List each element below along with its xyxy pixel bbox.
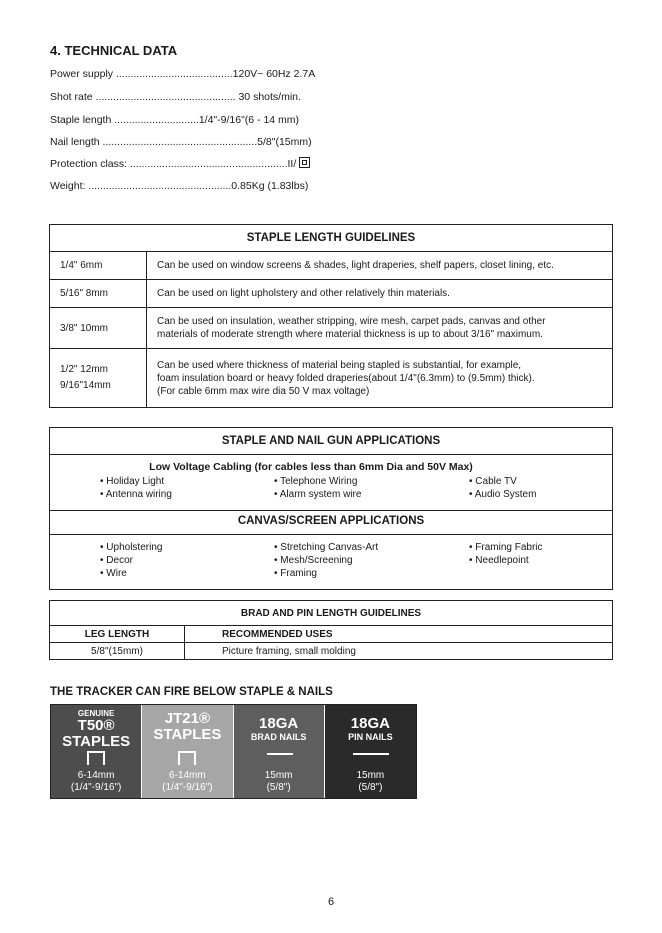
double-insulation-icon [299,157,310,168]
tracker-title: THE TRACKER CAN FIRE BELOW STAPLE & NAILS [50,686,333,698]
staple-size-cell: 3/8" 10mm [50,308,147,349]
tile-top-label: GENUINE [77,709,115,718]
canvas-title: CANVAS/SCREEN APPLICATIONS [237,515,425,527]
tile-mid-label: JT21® [164,710,210,727]
staple-table-title: STAPLE LENGTH GUIDELINES [50,225,613,252]
tile-dim-in: (5/8") [266,782,291,793]
tile-dim-mm: 6-14mm [169,770,206,781]
spec-nail-length: Nail length .....................................................5/8"(15mm) [50,136,312,148]
staple-size-cell [50,349,147,408]
brad-col-header: RECOMMENDED USES [185,626,613,643]
tile-main-label: PIN NAILS [348,732,393,742]
list-item: • Antenna wiring [100,489,172,500]
applications-title: STAPLE AND NAIL GUN APPLICATIONS [221,435,441,447]
technical-data-title: 4. TECHNICAL DATA [50,43,178,58]
spec-power-supply: Power supply ........................................120V~ 60Hz 2.7A [50,68,316,80]
tile-dim-in: (1/4"-9/16") [162,782,213,793]
list-item: • Upholstering [100,542,163,553]
brad-length-cell: 5/8"(15mm) [50,643,185,660]
tile-dim-mm: 15mm [264,770,293,781]
list-item: • Framing Fabric [469,542,543,553]
divider [50,534,612,535]
tile-mid-label: 18GA [259,715,299,732]
list-item: • Wire [100,568,127,579]
staple-icon [87,751,105,765]
spec-staple-length: Staple length .............................1/4"-9/16"(6 - 14 mm) [50,114,300,126]
list-item: • Framing [274,568,317,579]
list-item: • Cable TV [469,476,517,487]
tile-dim-in: (1/4"-9/16") [70,782,122,793]
staple-use-line: (For cable 6mm max wire dia 50 V max voltage) [157,385,370,397]
staple-use-cell: Can be used on window screens & shades, light draperies, shelf papers, closet lining, etc. [147,252,613,280]
spec-shot-rate: Shot rate ................................................ 30 shots/min. [50,91,301,103]
staple-use-cell: Can be used on light upholstery and other relatively thin materials. [147,280,613,308]
tile-main-label: BRAD NAILS [250,732,307,742]
divider [50,454,612,455]
table-row [50,308,613,349]
spec-protection-class-text: Protection class: ......................................................II/ [50,158,300,170]
tile-mid-label: 18GA [350,715,390,732]
tile-main-label: STAPLES [62,733,131,750]
brad-table-title: BRAD AND PIN LENGTH GUIDELINES [50,601,613,626]
brad-pin-table [49,600,613,660]
pin-nail-icon [353,753,389,755]
fastener-tiles [50,704,417,799]
staple-icon [178,751,196,765]
tile-mid-label: T50® [77,717,115,734]
staple-use-line: Can be used where thickness of material being stapled is substantial, for example, [157,359,522,371]
staple-size-line: 9/16"14mm [60,380,111,391]
list-item: • Stretching Canvas-Art [274,542,379,553]
tile-dim-in: (5/8") [358,782,383,793]
brad-use-cell: Picture framing, small molding [185,643,613,660]
staple-length-table [49,224,613,408]
page-number: 6 [327,896,335,908]
staple-size-line: 1/2" 12mm [60,364,109,375]
fastener-tile-brad [234,705,325,798]
list-item: • Alarm system wire [274,489,362,500]
applications-box [49,427,613,590]
staple-use-line: materials of moderate strength where material thickness is up to about 3/16" maximum. [157,329,543,340]
staple-use-line: Can be used on insulation, weather stripping, wire mesh, carpet pads, canvas and other [157,316,546,327]
low-voltage-title: Low Voltage Cabling (for cables less than 6mm Dia and 50V Max) [149,461,473,473]
staple-size-cell: 1/4" 6mm [50,252,147,280]
tile-main-label: STAPLES [153,726,222,743]
fastener-tile-t50 [51,705,142,798]
table-row [50,280,613,308]
fastener-tile-pin [325,705,416,798]
list-item: • Holiday Light [100,476,165,487]
list-item: • Mesh/Screening [274,555,353,566]
table-row [50,643,613,660]
brad-nail-icon [267,753,293,755]
staple-use-line: foam insulation board or heavy folded draperies(about 1/4"(6.3mm) to (9.5mm) thick). [157,372,535,384]
tile-dim-mm: 15mm [356,770,385,781]
list-item: • Audio System [469,489,537,500]
spec-weight: Weight: .................................................0.85Kg (1.83lbs) [50,180,309,192]
tile-dim-mm: 6-14mm [77,770,115,781]
list-item: • Telephone Wiring [274,476,358,487]
list-item: • Decor [100,555,133,566]
table-row [50,349,613,408]
staple-use-cell [147,308,613,349]
fastener-tile-jt21 [142,705,233,798]
staple-size-cell: 5/16" 8mm [50,280,147,308]
staple-use-cell [147,349,613,408]
list-item: • Needlepoint [469,555,529,566]
divider [50,510,612,511]
brad-col-header: LEG LENGTH [50,626,185,643]
spec-protection-class [50,157,310,170]
table-row [50,252,613,280]
